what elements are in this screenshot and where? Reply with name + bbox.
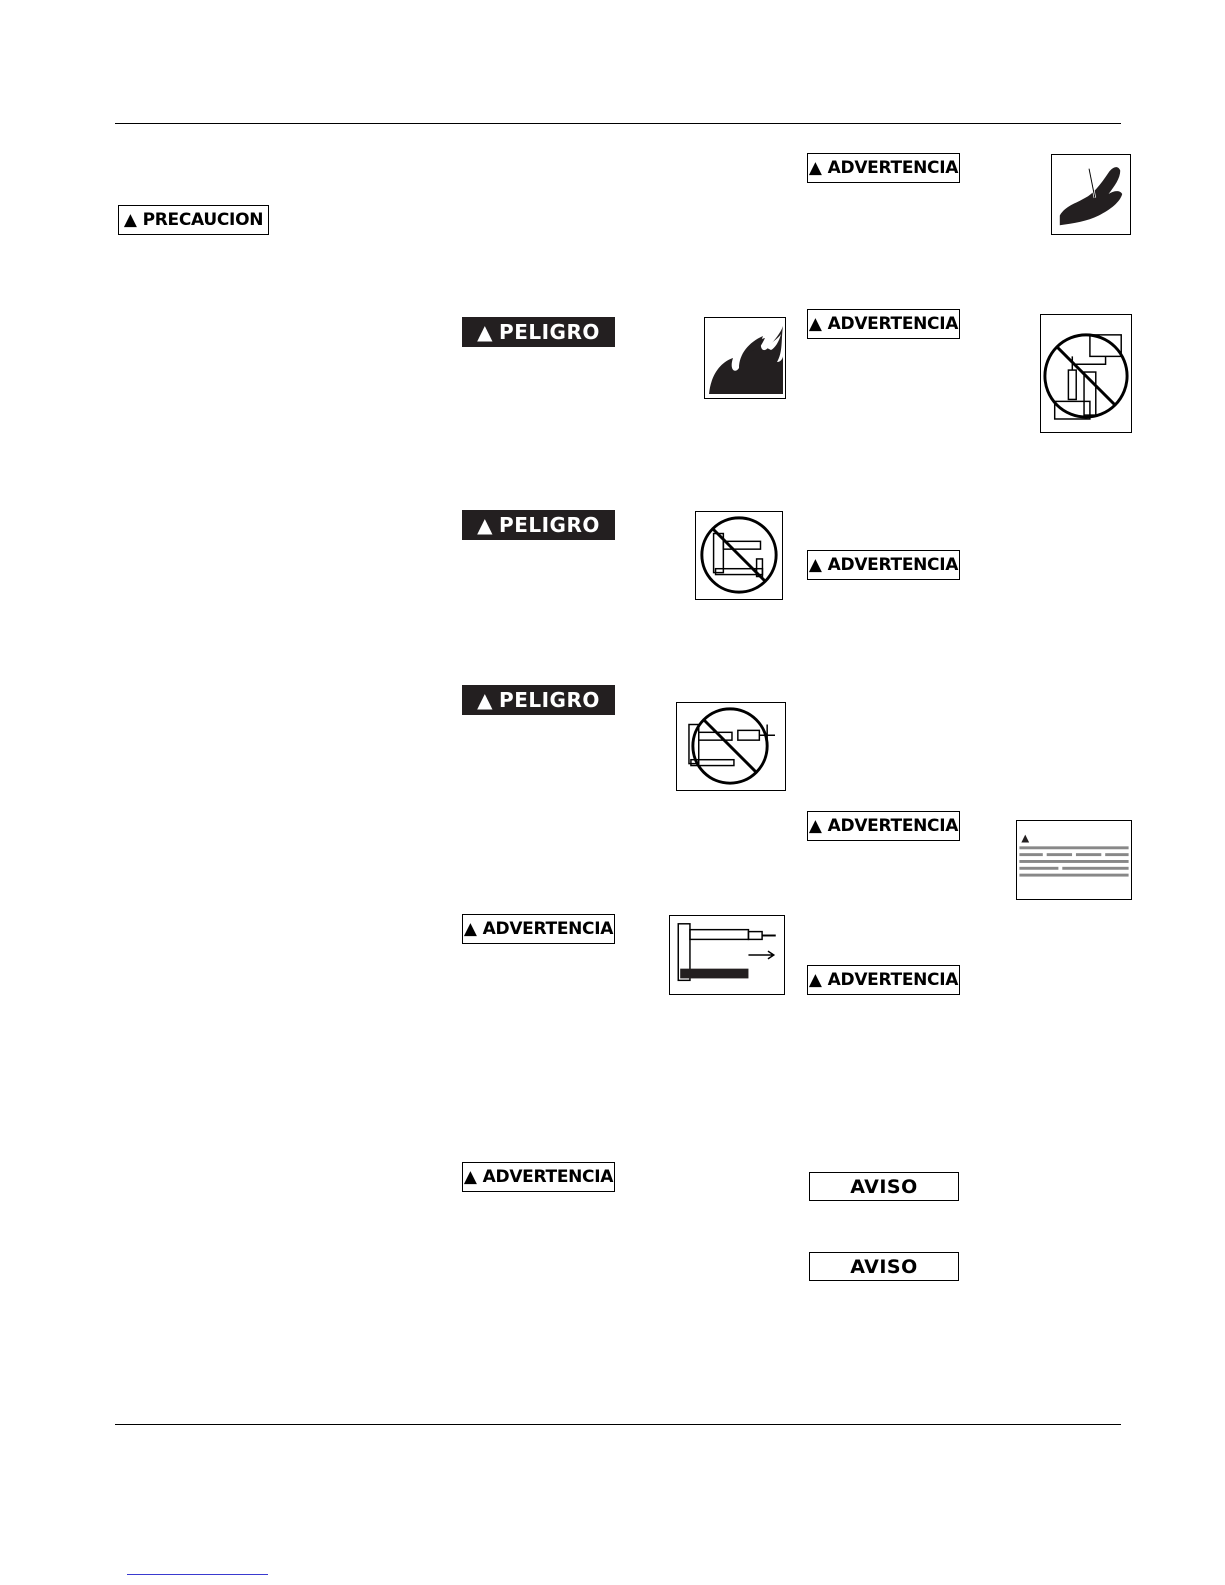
disconnect-air-icon [669, 915, 785, 995]
alert-icon: ▲ [463, 1166, 477, 1187]
advertencia-label-col2-1: ▲ ADVERTENCIA [462, 914, 615, 944]
alert-icon: ▲ [808, 554, 822, 575]
advertencia-label-col3-5: ▲ ADVERTENCIA [807, 965, 960, 995]
alert-icon: ▲ [808, 157, 822, 178]
peligro-label-1: ▲ PELIGRO [462, 317, 615, 347]
header-rule [115, 123, 1121, 124]
precaucion-label: ▲ PRECAUCION [118, 205, 269, 235]
footer-rule [115, 1424, 1121, 1425]
no-compressor-icon [1040, 314, 1132, 433]
alert-icon: ▲ [808, 969, 822, 990]
advertencia-label-col3-1: ▲ ADVERTENCIA [807, 153, 960, 183]
advertencia-label-col3-3: ▲ ADVERTENCIA [807, 550, 960, 580]
alert-icon: ▲ [477, 513, 494, 537]
advertencia-label-col2-2: ▲ ADVERTENCIA [462, 1162, 615, 1192]
aviso-label-1: AVISO [809, 1172, 959, 1201]
aviso-label-2: AVISO [809, 1252, 959, 1281]
alert-icon: ▲ [123, 209, 137, 230]
alert-icon: ▲ [808, 313, 822, 334]
no-bottled-gas-icon [695, 511, 783, 600]
alert-icon: ▲ [463, 918, 477, 939]
advertencia-label-col3-4: ▲ ADVERTENCIA [807, 811, 960, 841]
alert-icon: ▲ [808, 815, 822, 836]
no-tampering-icon [676, 702, 786, 791]
peligro-label-3: ▲ PELIGRO [462, 685, 615, 715]
alert-icon: ▲ [477, 688, 494, 712]
flame-icon [704, 317, 786, 399]
bottom-link-underline [127, 1574, 268, 1575]
alert-icon: ▲ [477, 320, 494, 344]
keep-labels-icon [1016, 820, 1132, 900]
peligro-label-2: ▲ PELIGRO [462, 510, 615, 540]
hot-surface-hand-icon [1051, 154, 1131, 235]
advertencia-label-col3-2: ▲ ADVERTENCIA [807, 309, 960, 339]
